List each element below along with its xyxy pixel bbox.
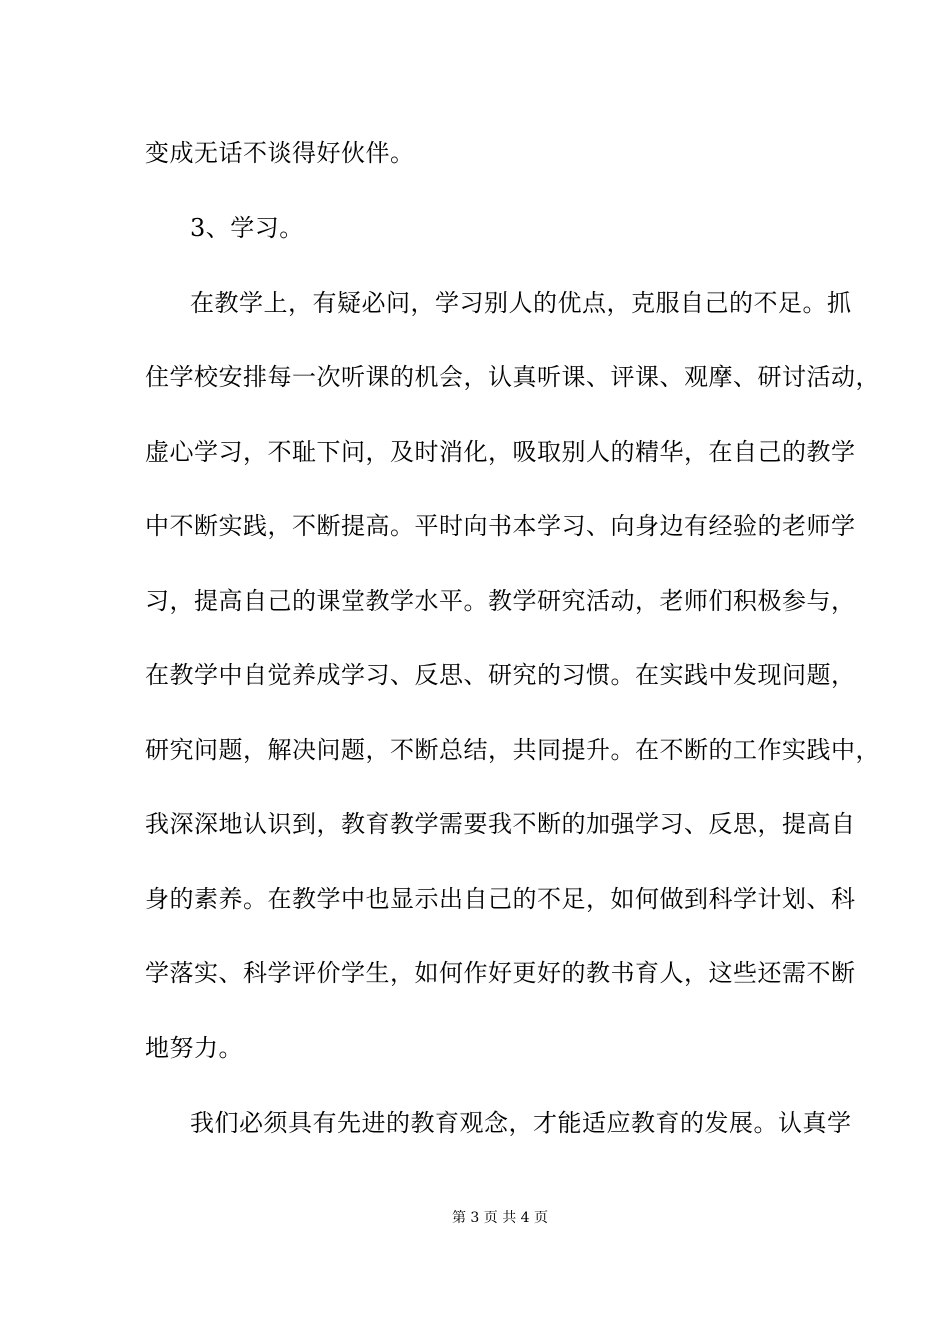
paragraph-line: 我们必须具有先进的教育观念，才能适应教育的发展。认真学 [190,1109,852,1137]
paragraph-line: 住学校安排每一次听课的机会，认真听课、评课、观摩、研讨活动， [145,363,880,391]
paragraph-line: 身的素养。在教学中也显示出自己的不足，如何做到科学计划、科 [145,885,856,913]
paragraph-line: 在教学中自觉养成学习、反思、研究的习惯。在实践中发现问题， [145,661,856,689]
paragraph-line: 虚心学习，不耻下问，及时消化，吸取别人的精华，在自己的教学 [145,438,856,466]
paragraph-line: 变成无话不谈得好伙伴。 [145,139,415,167]
paragraph-line: 我深深地认识到，教育教学需要我不断的加强学习、反思，提高自 [145,810,856,838]
paragraph-line: 学落实、科学评价学生，如何作好更好的教书育人，这些还需不断 [145,959,856,987]
paragraph-line: 习，提高自己的课堂教学水平。教学研究活动，老师们积极参与， [145,587,856,615]
paragraph-line: 在教学上，有疑必问，学习别人的优点，克服自己的不足。抓 [190,289,852,317]
paragraph-line: 中不断实践，不断提高。平时向书本学习、向身边有经验的老师学 [145,512,856,540]
paragraph-line: 研究问题，解决问题，不断总结，共同提升。在不断的工作实践中， [145,736,880,764]
section-heading: 3、学习。 [190,214,304,242]
page-number-footer: 第 3 页 共 4 页 [451,1210,549,1226]
paragraph-line: 地努力。 [145,1034,243,1062]
